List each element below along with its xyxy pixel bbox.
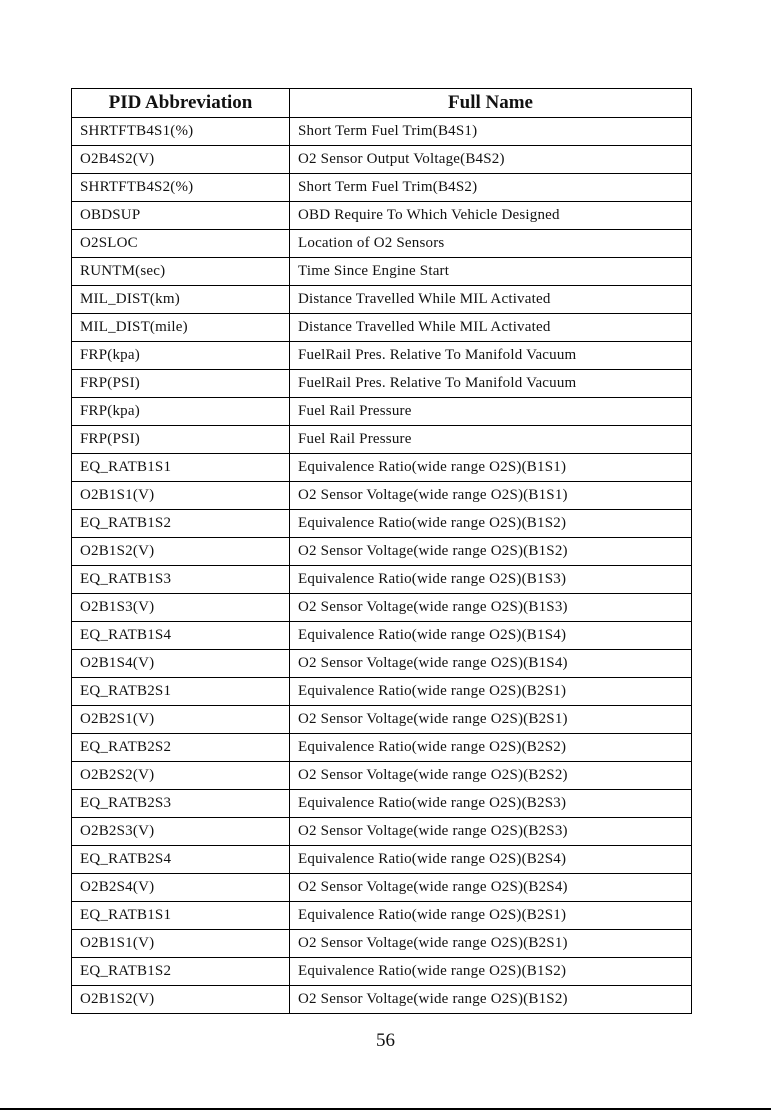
full-name-cell: Distance Travelled While MIL Activated — [290, 314, 692, 342]
full-name-cell: Location of O2 Sensors — [290, 230, 692, 258]
full-name-cell: O2 Sensor Voltage(wide range O2S)(B1S2) — [290, 986, 692, 1014]
full-name-cell: O2 Sensor Voltage(wide range O2S)(B1S4) — [290, 650, 692, 678]
full-name-cell: Equivalence Ratio(wide range O2S)(B1S1) — [290, 454, 692, 482]
pid-abbreviation-cell: EQ_RATB2S3 — [72, 790, 290, 818]
table-row — [72, 230, 692, 258]
table-row — [72, 790, 692, 818]
pid-abbreviation-cell: O2B1S1(V) — [72, 930, 290, 958]
pid-abbreviation-cell: FRP(PSI) — [72, 426, 290, 454]
table-row — [72, 622, 692, 650]
table-row — [72, 986, 692, 1014]
pid-abbreviation-cell: SHRTFTB4S2(%) — [72, 174, 290, 202]
column-header-full-name: Full Name — [290, 89, 692, 118]
full-name-cell: OBD Require To Which Vehicle Designed — [290, 202, 692, 230]
pid-abbreviation-cell: EQ_RATB2S1 — [72, 678, 290, 706]
pid-abbreviation-cell: EQ_RATB2S2 — [72, 734, 290, 762]
table-row — [72, 174, 692, 202]
pid-abbreviation-cell: O2B2S4(V) — [72, 874, 290, 902]
full-name-cell: Equivalence Ratio(wide range O2S)(B1S2) — [290, 958, 692, 986]
table-row — [72, 734, 692, 762]
pid-abbreviation-cell: O2B1S1(V) — [72, 482, 290, 510]
table-row — [72, 482, 692, 510]
pid-table — [71, 88, 692, 1014]
full-name-cell: Equivalence Ratio(wide range O2S)(B1S2) — [290, 510, 692, 538]
full-name-cell: O2 Sensor Voltage(wide range O2S)(B2S1) — [290, 706, 692, 734]
bottom-divider — [0, 1108, 771, 1110]
pid-abbreviation-cell: EQ_RATB2S4 — [72, 846, 290, 874]
table-row — [72, 370, 692, 398]
table-row — [72, 678, 692, 706]
table-row — [72, 118, 692, 146]
pid-abbreviation-cell: EQ_RATB1S4 — [72, 622, 290, 650]
pid-abbreviation-cell: FRP(PSI) — [72, 370, 290, 398]
table-row — [72, 146, 692, 174]
table-row — [72, 762, 692, 790]
table-row — [72, 398, 692, 426]
pid-abbreviation-cell: RUNTM(sec) — [72, 258, 290, 286]
full-name-cell: FuelRail Pres. Relative To Manifold Vacuum — [290, 342, 692, 370]
pid-abbreviation-cell: SHRTFTB4S1(%) — [72, 118, 290, 146]
table-row — [72, 566, 692, 594]
full-name-cell: Equivalence Ratio(wide range O2S)(B2S1) — [290, 678, 692, 706]
pid-abbreviation-cell: O2B2S2(V) — [72, 762, 290, 790]
pid-abbreviation-cell: EQ_RATB1S3 — [72, 566, 290, 594]
table-body — [72, 118, 692, 1014]
table-row — [72, 930, 692, 958]
full-name-cell: Fuel Rail Pressure — [290, 426, 692, 454]
page-number: 56 — [376, 1030, 395, 1051]
full-name-cell: O2 Sensor Voltage(wide range O2S)(B2S4) — [290, 874, 692, 902]
table-row — [72, 342, 692, 370]
column-header-pid-abbreviation: PID Abbreviation — [72, 89, 290, 118]
full-name-cell: O2 Sensor Voltage(wide range O2S)(B1S1) — [290, 482, 692, 510]
full-name-cell: O2 Sensor Voltage(wide range O2S)(B2S3) — [290, 818, 692, 846]
table-row — [72, 902, 692, 930]
full-name-cell: Equivalence Ratio(wide range O2S)(B2S2) — [290, 734, 692, 762]
table-row — [72, 454, 692, 482]
table-row — [72, 818, 692, 846]
full-name-cell: O2 Sensor Voltage(wide range O2S)(B2S1) — [290, 930, 692, 958]
table-row — [72, 538, 692, 566]
pid-abbreviation-cell: O2B1S2(V) — [72, 986, 290, 1014]
pid-abbreviation-cell: O2SLOC — [72, 230, 290, 258]
pid-abbreviation-cell: O2B2S3(V) — [72, 818, 290, 846]
pid-abbreviation-cell: MIL_DIST(mile) — [72, 314, 290, 342]
full-name-cell: Equivalence Ratio(wide range O2S)(B2S3) — [290, 790, 692, 818]
full-name-cell: FuelRail Pres. Relative To Manifold Vacuum — [290, 370, 692, 398]
table-row — [72, 594, 692, 622]
full-name-cell: Equivalence Ratio(wide range O2S)(B1S4) — [290, 622, 692, 650]
table-row — [72, 286, 692, 314]
pid-abbreviation-cell: FRP(kpa) — [72, 398, 290, 426]
pid-abbreviation-cell: O2B1S2(V) — [72, 538, 290, 566]
full-name-cell: O2 Sensor Voltage(wide range O2S)(B1S2) — [290, 538, 692, 566]
table-row — [72, 258, 692, 286]
full-name-cell: Equivalence Ratio(wide range O2S)(B2S1) — [290, 902, 692, 930]
full-name-cell: O2 Sensor Output Voltage(B4S2) — [290, 146, 692, 174]
table-row — [72, 510, 692, 538]
table-row — [72, 846, 692, 874]
pid-abbreviation-cell: O2B4S2(V) — [72, 146, 290, 174]
full-name-cell: O2 Sensor Voltage(wide range O2S)(B1S3) — [290, 594, 692, 622]
pid-abbreviation-cell: FRP(kpa) — [72, 342, 290, 370]
pid-abbreviation-cell: O2B2S1(V) — [72, 706, 290, 734]
pid-abbreviation-cell: EQ_RATB1S1 — [72, 902, 290, 930]
pid-abbreviation-cell: O2B1S3(V) — [72, 594, 290, 622]
table-row — [72, 874, 692, 902]
pid-abbreviation-cell: OBDSUP — [72, 202, 290, 230]
pid-abbreviation-cell: EQ_RATB1S1 — [72, 454, 290, 482]
pid-abbreviation-cell: EQ_RATB1S2 — [72, 510, 290, 538]
full-name-cell: Time Since Engine Start — [290, 258, 692, 286]
table-row — [72, 706, 692, 734]
full-name-cell: Short Term Fuel Trim(B4S2) — [290, 174, 692, 202]
pid-abbreviation-cell: EQ_RATB1S2 — [72, 958, 290, 986]
table-row — [72, 202, 692, 230]
full-name-cell: O2 Sensor Voltage(wide range O2S)(B2S2) — [290, 762, 692, 790]
full-name-cell: Distance Travelled While MIL Activated — [290, 286, 692, 314]
table-row — [72, 314, 692, 342]
table-row — [72, 958, 692, 986]
table-header-row — [72, 89, 692, 118]
pid-abbreviation-cell: MIL_DIST(km) — [72, 286, 290, 314]
table-row — [72, 426, 692, 454]
full-name-cell: Short Term Fuel Trim(B4S1) — [290, 118, 692, 146]
full-name-cell: Equivalence Ratio(wide range O2S)(B2S4) — [290, 846, 692, 874]
table-row — [72, 650, 692, 678]
pid-abbreviation-cell: O2B1S4(V) — [72, 650, 290, 678]
full-name-cell: Fuel Rail Pressure — [290, 398, 692, 426]
full-name-cell: Equivalence Ratio(wide range O2S)(B1S3) — [290, 566, 692, 594]
